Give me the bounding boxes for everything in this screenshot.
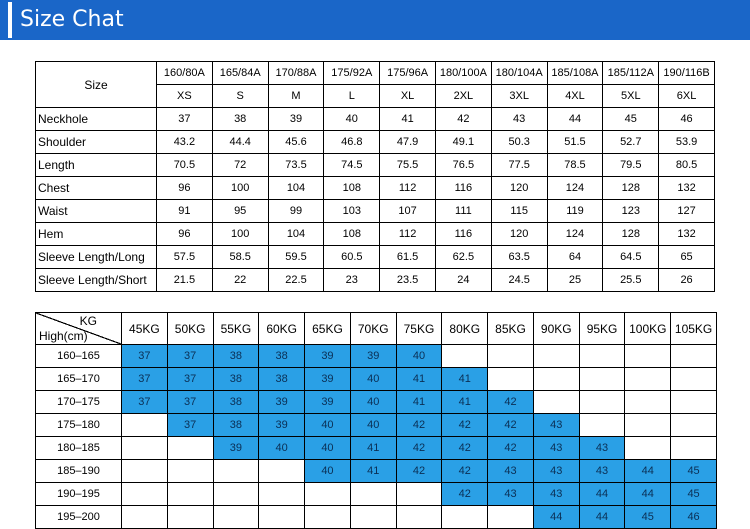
recommended-size-cell: 37 xyxy=(122,345,168,368)
recommended-size-cell: 39 xyxy=(305,391,351,414)
height-row xyxy=(36,391,717,414)
empty-cell xyxy=(213,506,259,529)
measurement-value: 95 xyxy=(212,200,268,223)
empty-cell xyxy=(488,345,534,368)
measurement-value: 50.3 xyxy=(491,131,547,154)
recommended-size-cell: 38 xyxy=(213,391,259,414)
measurement-value: 45 xyxy=(603,108,659,131)
recommended-size-cell: 37 xyxy=(167,368,213,391)
empty-cell xyxy=(259,506,305,529)
weight-header: 85KG xyxy=(488,313,534,345)
recommended-size-cell: 37 xyxy=(167,345,213,368)
empty-cell xyxy=(213,460,259,483)
weight-header: 65KG xyxy=(305,313,351,345)
measurement-label: Length xyxy=(36,154,157,177)
measurement-row xyxy=(36,177,715,200)
measurement-value: 100 xyxy=(212,177,268,200)
recommended-size-cell: 40 xyxy=(305,414,351,437)
measurement-value: 39 xyxy=(268,108,324,131)
measurement-value: 80.5 xyxy=(659,154,715,177)
empty-cell xyxy=(122,460,168,483)
recommended-size-cell: 38 xyxy=(259,368,305,391)
weight-header: 55KG xyxy=(213,313,259,345)
measurement-row xyxy=(36,269,715,292)
weight-header: 60KG xyxy=(259,313,305,345)
measurement-value: 100 xyxy=(212,223,268,246)
measurement-value: 58.5 xyxy=(212,246,268,269)
height-row xyxy=(36,460,717,483)
recommended-size-cell: 40 xyxy=(305,460,351,483)
recommended-size-cell: 41 xyxy=(350,437,396,460)
height-row xyxy=(36,368,717,391)
size-measurement-table xyxy=(35,61,715,292)
recommended-size-cell: 42 xyxy=(396,460,442,483)
recommended-size-cell: 39 xyxy=(350,345,396,368)
measurement-value: 124 xyxy=(547,177,603,200)
height-row xyxy=(36,483,717,506)
measurement-value: 103 xyxy=(324,200,380,223)
empty-cell xyxy=(488,506,534,529)
recommended-size-cell: 40 xyxy=(350,414,396,437)
measurement-row xyxy=(36,246,715,269)
size-corner-label: Size xyxy=(36,62,157,108)
measurement-value: 22.5 xyxy=(268,269,324,292)
recommended-size-cell: 42 xyxy=(442,483,488,506)
empty-cell xyxy=(396,483,442,506)
empty-cell xyxy=(671,437,717,460)
recommended-size-cell: 42 xyxy=(396,437,442,460)
height-range-label: 160–165 xyxy=(36,345,122,368)
recommended-size-cell: 37 xyxy=(122,391,168,414)
recommended-size-cell: 38 xyxy=(259,345,305,368)
measurement-value: 49.1 xyxy=(435,131,491,154)
measurement-value: 76.5 xyxy=(435,154,491,177)
recommended-size-cell: 43 xyxy=(533,460,579,483)
empty-cell xyxy=(579,345,625,368)
measurement-value: 111 xyxy=(435,200,491,223)
recommended-size-cell: 39 xyxy=(213,437,259,460)
measurement-value: 53.9 xyxy=(659,131,715,154)
recommended-size-cell: 44 xyxy=(625,460,671,483)
empty-cell xyxy=(442,345,488,368)
recommended-size-cell: 37 xyxy=(122,368,168,391)
empty-cell xyxy=(213,483,259,506)
empty-cell xyxy=(442,506,488,529)
empty-cell xyxy=(167,460,213,483)
empty-cell xyxy=(350,483,396,506)
measurement-value: 38 xyxy=(212,108,268,131)
weight-header: 45KG xyxy=(122,313,168,345)
empty-cell xyxy=(625,414,671,437)
measurement-value: 128 xyxy=(603,223,659,246)
height-range-label: 195–200 xyxy=(36,506,122,529)
height-range-label: 165–170 xyxy=(36,368,122,391)
measurement-value: 116 xyxy=(435,223,491,246)
recommended-size-cell: 39 xyxy=(305,345,351,368)
size-header: XL xyxy=(380,85,436,108)
measurement-value: 127 xyxy=(659,200,715,223)
measurement-row xyxy=(36,131,715,154)
measurement-value: 46 xyxy=(659,108,715,131)
weight-header: 95KG xyxy=(579,313,625,345)
recommended-size-cell: 42 xyxy=(488,414,534,437)
measurement-value: 46.8 xyxy=(324,131,380,154)
height-range-label: 175–180 xyxy=(36,414,122,437)
recommended-size-cell: 42 xyxy=(442,437,488,460)
measurement-value: 62.5 xyxy=(435,246,491,269)
measurement-value: 22 xyxy=(212,269,268,292)
recommended-size-cell: 37 xyxy=(167,414,213,437)
empty-cell xyxy=(122,437,168,460)
measurement-value: 108 xyxy=(324,223,380,246)
empty-cell xyxy=(533,368,579,391)
recommended-size-cell: 44 xyxy=(579,506,625,529)
empty-cell xyxy=(305,506,351,529)
size-header: 5XL xyxy=(603,85,659,108)
measurement-value: 123 xyxy=(603,200,659,223)
measurement-label: Sleeve Length/Long xyxy=(36,246,157,269)
measurement-value: 41 xyxy=(380,108,436,131)
weight-header: 70KG xyxy=(350,313,396,345)
measurement-row xyxy=(36,108,715,131)
empty-cell xyxy=(396,506,442,529)
measure-header: 160/80A xyxy=(157,62,213,85)
empty-cell xyxy=(533,391,579,414)
measurement-value: 116 xyxy=(435,177,491,200)
recommended-size-cell: 43 xyxy=(488,483,534,506)
measurement-value: 96 xyxy=(157,223,213,246)
height-range-label: 190–195 xyxy=(36,483,122,506)
empty-cell xyxy=(122,414,168,437)
measurement-value: 52.7 xyxy=(603,131,659,154)
measurement-value: 61.5 xyxy=(380,246,436,269)
measurement-value: 132 xyxy=(659,177,715,200)
size-header: XS xyxy=(157,85,213,108)
empty-cell xyxy=(122,506,168,529)
recommended-size-cell: 40 xyxy=(305,437,351,460)
recommended-size-cell: 43 xyxy=(533,483,579,506)
measurement-value: 119 xyxy=(547,200,603,223)
measurement-value: 112 xyxy=(380,177,436,200)
height-row xyxy=(36,437,717,460)
measurement-value: 124 xyxy=(547,223,603,246)
measurement-value: 115 xyxy=(491,200,547,223)
corner-cell xyxy=(36,313,122,345)
recommended-size-cell: 41 xyxy=(396,368,442,391)
recommended-size-cell: 38 xyxy=(213,414,259,437)
empty-cell xyxy=(671,414,717,437)
measurement-value: 40 xyxy=(324,108,380,131)
recommended-size-cell: 42 xyxy=(488,437,534,460)
diagonal-corner xyxy=(36,313,121,344)
recommended-size-cell: 44 xyxy=(579,483,625,506)
measurement-value: 78.5 xyxy=(547,154,603,177)
empty-cell xyxy=(259,483,305,506)
measurement-value: 107 xyxy=(380,200,436,223)
measurement-value: 44.4 xyxy=(212,131,268,154)
measure-header-row xyxy=(36,62,715,85)
height-label: High(cm) xyxy=(39,329,88,343)
measure-header: 175/96A xyxy=(380,62,436,85)
recommended-size-cell: 45 xyxy=(671,483,717,506)
recommended-size-cell: 41 xyxy=(442,391,488,414)
recommended-size-cell: 41 xyxy=(396,391,442,414)
measurement-value: 24 xyxy=(435,269,491,292)
measurement-row xyxy=(36,154,715,177)
measurement-label: Waist xyxy=(36,200,157,223)
recommended-size-cell: 39 xyxy=(259,414,305,437)
measurement-value: 120 xyxy=(491,177,547,200)
measurement-value: 64.5 xyxy=(603,246,659,269)
header-accent-bar xyxy=(8,2,12,38)
measurement-value: 47.9 xyxy=(380,131,436,154)
recommended-size-cell: 38 xyxy=(213,345,259,368)
weight-header: 90KG xyxy=(533,313,579,345)
measurement-value: 63.5 xyxy=(491,246,547,269)
weight-header: 80KG xyxy=(442,313,488,345)
weight-header: 105KG xyxy=(671,313,717,345)
recommended-size-cell: 46 xyxy=(671,506,717,529)
measure-header: 180/100A xyxy=(435,62,491,85)
recommended-size-cell: 40 xyxy=(350,368,396,391)
empty-cell xyxy=(579,414,625,437)
measurement-value: 108 xyxy=(324,177,380,200)
measurement-value: 44 xyxy=(547,108,603,131)
recommended-size-cell: 42 xyxy=(396,414,442,437)
measurement-label: Neckhole xyxy=(36,108,157,131)
size-header: M xyxy=(268,85,324,108)
measurement-value: 112 xyxy=(380,223,436,246)
recommended-size-cell: 38 xyxy=(213,368,259,391)
measurement-value: 23 xyxy=(324,269,380,292)
recommended-size-cell: 45 xyxy=(625,506,671,529)
measurement-value: 65 xyxy=(659,246,715,269)
empty-cell xyxy=(305,483,351,506)
height-row xyxy=(36,414,717,437)
empty-cell xyxy=(350,506,396,529)
measurement-value: 45.6 xyxy=(268,131,324,154)
measurement-value: 21.5 xyxy=(157,269,213,292)
empty-cell xyxy=(167,483,213,506)
empty-cell xyxy=(625,368,671,391)
recommended-size-cell: 37 xyxy=(167,391,213,414)
recommended-size-cell: 43 xyxy=(533,437,579,460)
measurement-value: 104 xyxy=(268,177,324,200)
measure-header: 190/116B xyxy=(659,62,715,85)
recommended-size-cell: 42 xyxy=(442,460,488,483)
measurement-value: 26 xyxy=(659,269,715,292)
recommended-size-cell: 44 xyxy=(625,483,671,506)
size-header: S xyxy=(212,85,268,108)
measurement-value: 74.5 xyxy=(324,154,380,177)
empty-cell xyxy=(625,391,671,414)
measurement-value: 128 xyxy=(603,177,659,200)
height-range-label: 185–190 xyxy=(36,460,122,483)
measurement-value: 77.5 xyxy=(491,154,547,177)
measurement-value: 25 xyxy=(547,269,603,292)
height-row xyxy=(36,345,717,368)
empty-cell xyxy=(579,391,625,414)
weight-header: 75KG xyxy=(396,313,442,345)
measurement-value: 120 xyxy=(491,223,547,246)
measurement-label: Sleeve Length/Short xyxy=(36,269,157,292)
recommended-size-cell: 43 xyxy=(533,414,579,437)
measurement-value: 72 xyxy=(212,154,268,177)
measurement-value: 79.5 xyxy=(603,154,659,177)
measure-header: 180/104A xyxy=(491,62,547,85)
weight-header: 50KG xyxy=(167,313,213,345)
empty-cell xyxy=(488,368,534,391)
empty-cell xyxy=(671,345,717,368)
measurement-value: 99 xyxy=(268,200,324,223)
empty-cell xyxy=(167,437,213,460)
measure-header: 185/108A xyxy=(547,62,603,85)
recommended-size-cell: 41 xyxy=(442,368,488,391)
recommended-size-cell: 40 xyxy=(259,437,305,460)
height-range-label: 180–185 xyxy=(36,437,122,460)
empty-cell xyxy=(533,345,579,368)
recommended-size-cell: 45 xyxy=(671,460,717,483)
measure-header: 165/84A xyxy=(212,62,268,85)
measurement-label: Shoulder xyxy=(36,131,157,154)
recommended-size-cell: 42 xyxy=(488,391,534,414)
measurement-label: Chest xyxy=(36,177,157,200)
measurement-label: Hem xyxy=(36,223,157,246)
recommended-size-cell: 42 xyxy=(442,414,488,437)
measurement-value: 57.5 xyxy=(157,246,213,269)
height-row xyxy=(36,506,717,529)
empty-cell xyxy=(122,483,168,506)
empty-cell xyxy=(167,506,213,529)
measurement-value: 91 xyxy=(157,200,213,223)
measurement-value: 51.5 xyxy=(547,131,603,154)
recommended-size-cell: 40 xyxy=(396,345,442,368)
recommended-size-cell: 39 xyxy=(305,368,351,391)
kg-label: KG xyxy=(79,314,97,328)
measurement-row xyxy=(36,200,715,223)
height-range-label: 170–175 xyxy=(36,391,122,414)
size-header: 2XL xyxy=(435,85,491,108)
recommended-size-cell: 43 xyxy=(488,460,534,483)
measurement-row xyxy=(36,223,715,246)
page-header xyxy=(0,0,750,40)
empty-cell xyxy=(259,460,305,483)
measurement-value: 132 xyxy=(659,223,715,246)
recommended-size-cell: 40 xyxy=(350,391,396,414)
measurement-value: 60.5 xyxy=(324,246,380,269)
measurement-value: 104 xyxy=(268,223,324,246)
empty-cell xyxy=(671,368,717,391)
measurement-value: 59.5 xyxy=(268,246,324,269)
size-header: L xyxy=(324,85,380,108)
measure-header: 185/112A xyxy=(603,62,659,85)
measure-header: 175/92A xyxy=(324,62,380,85)
measurement-value: 73.5 xyxy=(268,154,324,177)
empty-cell xyxy=(671,391,717,414)
measurement-value: 43.2 xyxy=(157,131,213,154)
weight-height-fit-table xyxy=(35,312,717,529)
size-header: 6XL xyxy=(659,85,715,108)
recommended-size-cell: 43 xyxy=(579,460,625,483)
measurement-value: 64 xyxy=(547,246,603,269)
size-header: 4XL xyxy=(547,85,603,108)
empty-cell xyxy=(625,345,671,368)
recommended-size-cell: 44 xyxy=(533,506,579,529)
measurement-value: 42 xyxy=(435,108,491,131)
weight-header: 100KG xyxy=(625,313,671,345)
measurement-value: 75.5 xyxy=(380,154,436,177)
measurement-value: 23.5 xyxy=(380,269,436,292)
measurement-value: 24.5 xyxy=(491,269,547,292)
measurement-value: 25.5 xyxy=(603,269,659,292)
recommended-size-cell: 41 xyxy=(350,460,396,483)
measurement-value: 37 xyxy=(157,108,213,131)
measure-header: 170/88A xyxy=(268,62,324,85)
page-title: Size Chat xyxy=(20,7,124,32)
recommended-size-cell: 39 xyxy=(259,391,305,414)
recommended-size-cell: 43 xyxy=(579,437,625,460)
weight-header-row xyxy=(36,313,717,345)
size-header: 3XL xyxy=(491,85,547,108)
measurement-value: 43 xyxy=(491,108,547,131)
empty-cell xyxy=(625,437,671,460)
measurement-value: 96 xyxy=(157,177,213,200)
measurement-value: 70.5 xyxy=(157,154,213,177)
empty-cell xyxy=(579,368,625,391)
